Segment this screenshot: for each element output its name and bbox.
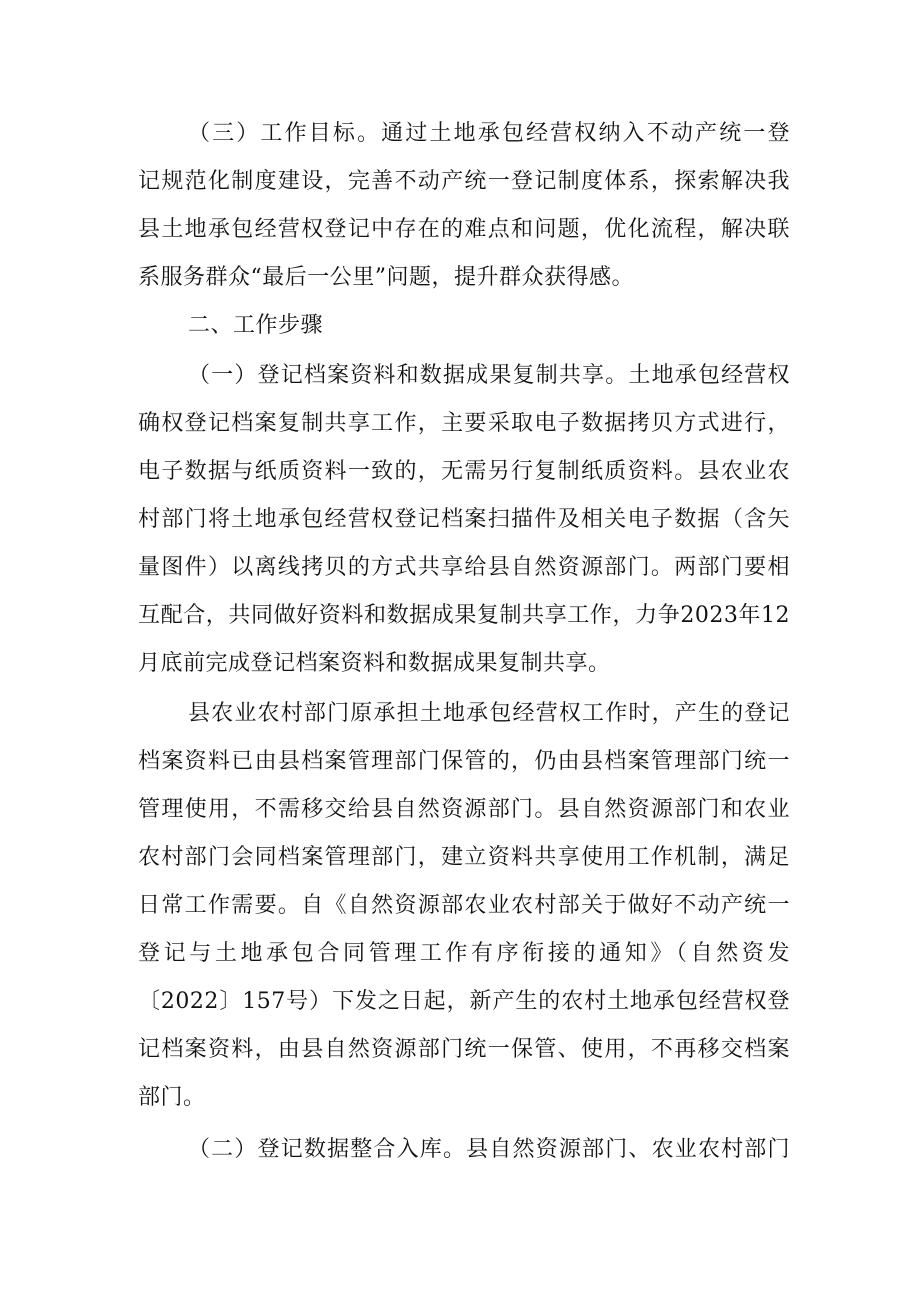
paragraph-archives-line-3: 管理使用，不需移交给县自然资源部门。县自然资源部门和农业 [138,797,790,822]
paragraph-step1-line-5: 量图件）以离线拷贝的方式共享给县自然资源部门。两部门要相 [138,555,790,580]
paragraph-step1-line-3: 电子数据与纸质资料一致的，无需另行复制纸质资料。县农业农 [138,459,790,484]
paragraph-archives-line-8: 记档案资料，由县自然资源部门统一保管、使用，不再移交档案 [138,1037,790,1062]
paragraph-archives-line-5: 日常工作需要。自《自然资源部农业农村部关于做好不动产统一 [138,893,790,918]
paragraph-archives-line-2: 档案资料已由县档案管理部门保管的，仍由县档案管理部门统一 [138,749,790,774]
paragraph-archives-line-9: 部门。 [138,1085,206,1110]
section-heading-work-steps: 二、工作步骤 [188,313,324,338]
paragraph-archives-line-7: 〔2022〕157号）下发之日起，新产生的农村土地承包经营权登 [138,989,790,1014]
paragraph-archives-line-1: 县农业农村部门原承担土地承包经营权工作时，产生的登记 [188,701,790,726]
paragraph-goal-line-3: 县土地承包经营权登记中存在的难点和问题，优化流程，解决联 [138,217,790,242]
paragraph-step1-line-1: （一）登记档案资料和数据成果复制共享。土地承包经营权 [188,363,790,388]
paragraph-archives-line-6: 登记与土地承包合同管理工作有序衔接的通知》（自然资发 [138,941,790,966]
paragraph-goal-line-4: 系服务群众“最后一公里”问题，提升群众获得感。 [138,265,634,290]
paragraph-step1-line-6: 互配合，共同做好资料和数据成果复制共享工作，力争2023年12 [138,603,790,628]
paragraph-goal-line-1: （三）工作目标。通过土地承包经营权纳入不动产统一登 [188,121,790,146]
paragraph-step1-line-2: 确权登记档案复制共享工作，主要采取电子数据拷贝方式进行， [138,411,790,436]
paragraph-goal-line-2: 记规范化制度建设，完善不动产统一登记制度体系，探索解决我 [138,169,790,194]
paragraph-step1-line-4: 村部门将土地承包经营权登记档案扫描件及相关电子数据（含矢 [138,507,790,532]
paragraph-step2-line-1: （二）登记数据整合入库。县自然资源部门、农业农村部门 [188,1137,790,1162]
paragraph-step1-line-7: 月底前完成登记档案资料和数据成果复制共享。 [138,651,611,676]
paragraph-archives-line-4: 农村部门会同档案管理部门，建立资料共享使用工作机制，满足 [138,845,790,870]
